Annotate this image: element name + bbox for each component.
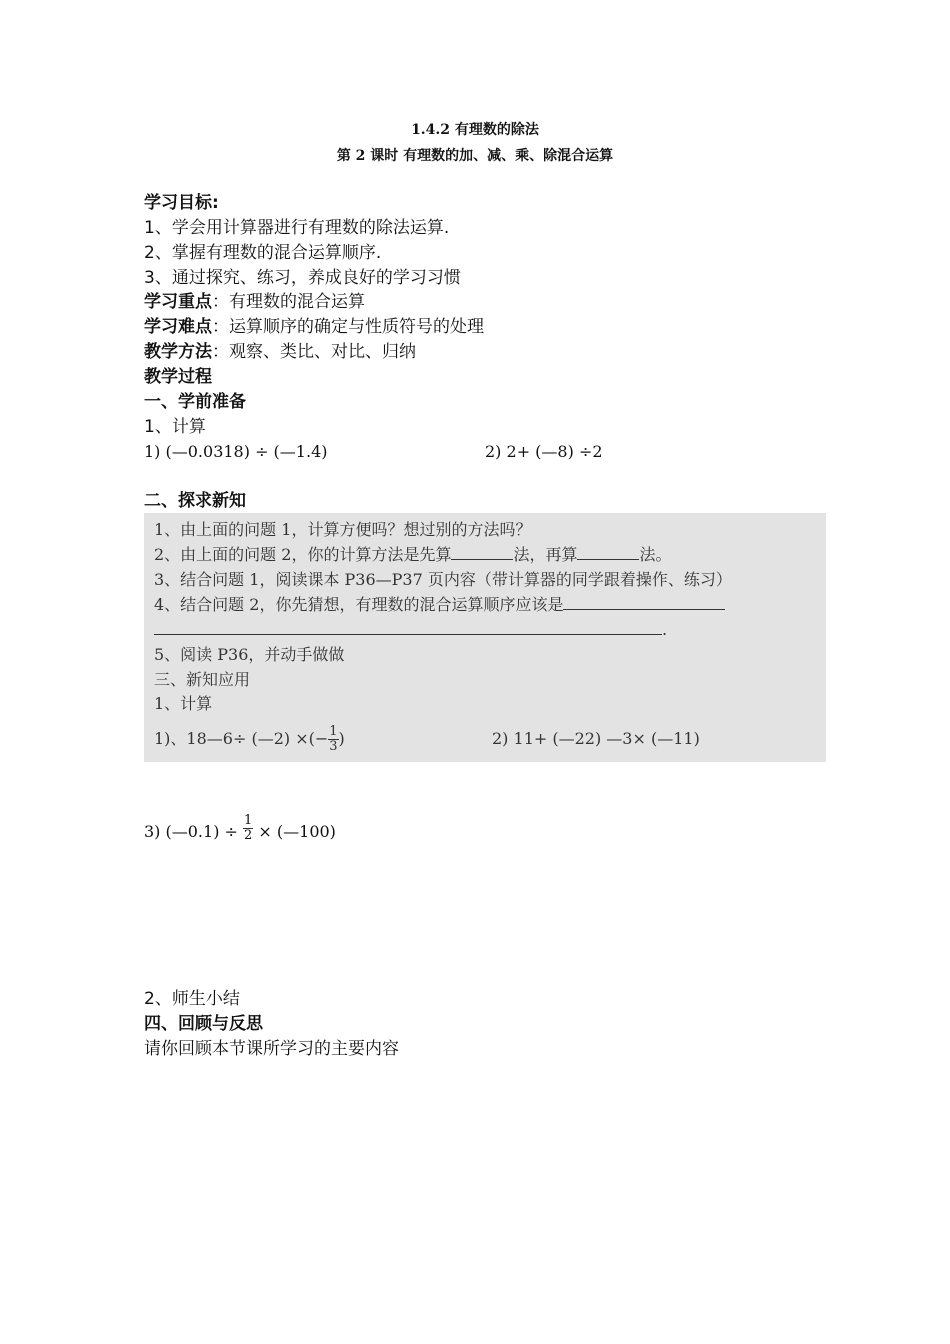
exercise-1 [154,723,345,755]
section2-heading: 二、探求新知 [144,491,246,511]
box-line-6: 5、阅读 P36，并动手做做 [154,645,345,664]
section4-heading: 四、回顾与反思 [144,1014,263,1034]
exercise-1-suffix: ) [338,729,345,748]
difficulty-line [144,316,484,338]
box-line-4-text: 4、结合问题 2，你先猜想，有理数的混合运算顺序应该是 [154,595,564,614]
goals-heading: 学习目标: [144,193,219,213]
fraction-one-third [328,725,338,754]
answer-blank-4[interactable] [154,620,662,635]
focus-line [144,291,365,313]
section1-sub: 1、计算 [144,417,206,437]
question-2: 2) 2+ (—8) ÷2 [485,442,603,461]
exercise-1-prefix: 1)、18—6÷ (—2) ×(− [154,729,329,748]
question-3-prefix: 3) (—0.1) ÷ [144,822,238,841]
box-line-2-part-b: 法，再算 [513,545,578,564]
question-1: 1) (—0.0318) ÷ (—1.4) [144,442,328,461]
section1-heading: 一、学前准备 [144,392,246,412]
method-label: 教学方法 [144,342,212,362]
fraction-denominator: 2 [244,828,253,843]
fraction-one-half [243,814,253,843]
goal-item-1: 1、学会用计算器进行有理数的除法运算. [144,218,450,238]
exercise-2: 2) 11+ (—22) —3× (—11) [492,729,700,748]
goal-item-2: 2、掌握有理数的混合运算顺序. [144,243,382,263]
box-line-7: 三、新知应用 [154,670,251,689]
fraction-numerator: 1 [244,813,253,828]
box-line-5 [154,620,667,640]
question-3 [144,812,336,852]
answer-blank-3[interactable] [563,595,725,610]
answer-blank-1[interactable] [451,545,513,560]
fraction-numerator: 1 [329,724,338,739]
goal-item-3: 3、通过探究、练习，养成良好的学习习惯 [144,268,461,288]
process-heading: 教学过程 [144,367,212,387]
answer-blank-2[interactable] [577,545,639,560]
difficulty-label: 学习难点 [144,317,212,337]
document-title: 1.4.2 有理数的除法 [411,122,539,138]
box-line-2 [154,545,671,565]
focus-text: ：有理数的混合运算 [212,292,365,312]
focus-label: 学习重点 [144,292,212,312]
box-line-3: 3、结合问题 1，阅读课本 P36—P37 页内容（带计算器的同学跟着操作、练习） [154,570,732,589]
box-line-8: 1、计算 [154,694,213,713]
question-3-suffix: × (—100) [258,822,336,841]
summary-line: 2、师生小结 [144,989,240,1009]
explore-box [144,513,826,762]
box-line-5-end: . [662,620,668,639]
box-line-4 [154,595,725,615]
difficulty-text: ：运算顺序的确定与性质符号的处理 [212,317,484,337]
method-line [144,341,416,363]
document-subtitle: 第 2 课时 有理数的加、减、乘、除混合运算 [336,148,614,164]
box-line-2-part-a: 2、由上面的问题 2，你的计算方法是先算 [154,545,452,564]
fraction-denominator: 3 [329,739,338,754]
method-text: ：观察、类比、对比、归纳 [212,342,416,362]
box-line-2-part-c: 法。 [639,545,672,564]
section4-text: 请你回顾本节课所学习的主要内容 [144,1039,399,1059]
box-line-1: 1、由上面的问题 1，计算方便吗？想过别的方法吗？ [154,520,532,539]
